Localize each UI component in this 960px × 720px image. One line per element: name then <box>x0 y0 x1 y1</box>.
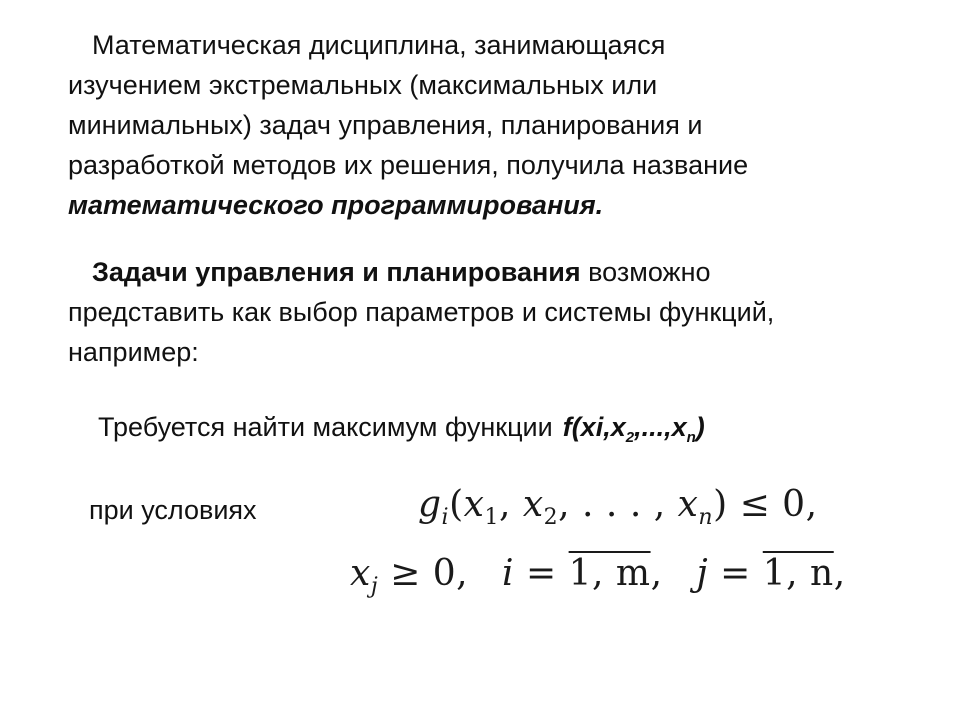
term-emphasis: математического программирования. <box>68 190 604 220</box>
objective-function <box>562 412 705 446</box>
text-line: изучением экстремальных (максимальных или <box>68 70 658 100</box>
formula-symbol: g <box>418 484 442 525</box>
formula-subscript: 2 <box>543 505 559 530</box>
constraint-formula-1 <box>418 484 818 530</box>
paragraph-definition <box>68 25 748 225</box>
formula-range: 1, m <box>568 553 651 594</box>
text-line <box>98 407 705 447</box>
text-line: представить как выбор параметров и системы функций, <box>68 297 775 327</box>
formula-symbol: = <box>514 553 569 594</box>
text-line: разработкой методов их решения, получила название <box>68 150 749 180</box>
text-line: например: <box>68 337 199 367</box>
formula-symbol: x <box>522 484 544 525</box>
formula-symbol: ( <box>449 484 464 525</box>
formula-symbol: ≤ 0, <box>727 484 818 525</box>
objective-text: Требуется найти максимум функции <box>98 412 553 442</box>
formula-symbol: , <box>650 553 663 594</box>
constraint-formula-2 <box>350 553 846 599</box>
formula-symbol: ≥ 0, <box>378 553 469 594</box>
bold-lead: Задачи управления и планирования <box>92 257 581 287</box>
func-part: ) <box>695 412 705 442</box>
text-line: минимальных) задач управления, планирования и <box>68 110 703 140</box>
formula-subscript: 1 <box>484 505 499 530</box>
formula-symbol: x <box>463 484 485 525</box>
paragraph-tasks <box>68 252 774 372</box>
formula-symbol: x <box>350 553 371 594</box>
formula-symbol: x <box>677 484 699 525</box>
formula-symbol: i <box>502 553 515 594</box>
formula-symbol: , <box>498 484 523 525</box>
text-line: Математическая дисциплина, занимающаяся <box>92 30 666 60</box>
paragraph-objective <box>98 407 705 447</box>
formula-subscript: i <box>441 505 450 530</box>
func-subscript: 2 <box>625 429 635 446</box>
func-part: f(xi,x <box>562 412 626 442</box>
formula-symbol: j <box>696 553 709 594</box>
formula-range: 1, n <box>762 553 834 594</box>
formula-symbol: , . . . , <box>558 484 678 525</box>
text-fragment: возможно <box>580 257 711 287</box>
text-line <box>68 252 774 292</box>
func-part: ,...,x <box>634 412 687 442</box>
formula-subscript: j <box>370 574 379 599</box>
func-subscript: n <box>686 429 696 446</box>
formula-symbol: = <box>708 553 763 594</box>
formula-symbol: ) <box>713 484 728 525</box>
formula-symbol: , <box>833 553 846 594</box>
conditions-label: при условиях <box>89 495 257 525</box>
paragraph-conditions <box>89 490 257 530</box>
formula-subscript: n <box>698 505 714 530</box>
